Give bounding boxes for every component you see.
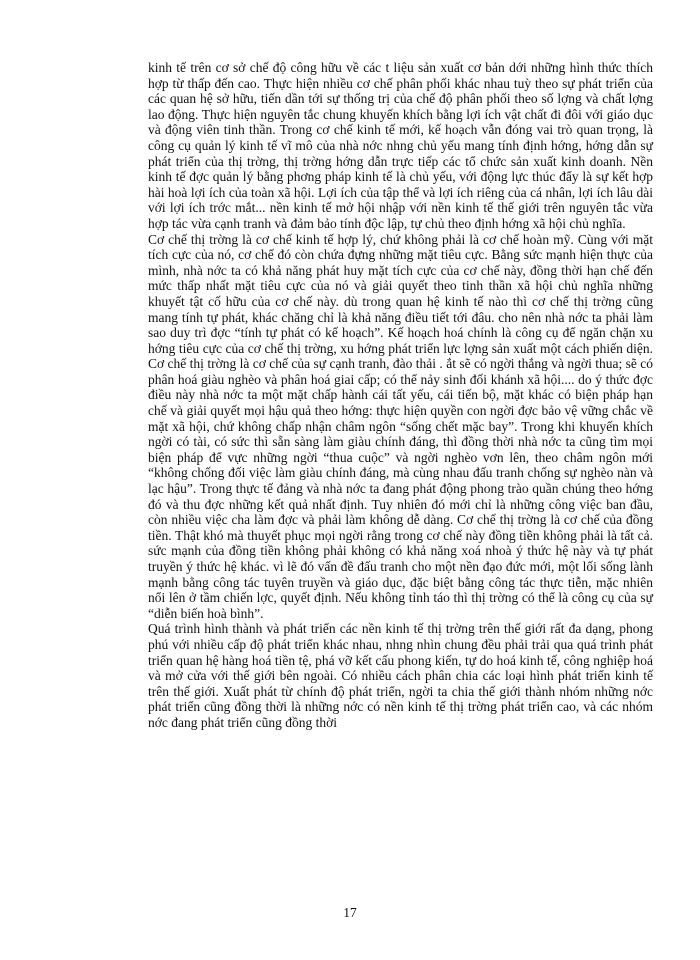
page-number: 17 — [343, 905, 357, 920]
paragraph-2: Cơ chế thị trờng là cơ chế kinh tế hợp lý, chứ không phải là cơ chế hoàn mỹ. Cùng với mặt tích cực của nó, cơ chế đó còn chứa đựng những mặt tiêu cực. Bằng sức mạnh hiện thực của mình, nhà nớc ta có khả năng phát huy mặt tích cực của cơ chế này, đồng thời hạn chế đến mức thấp nhất mặt tiêu cực của nó và giải quyết theo tinh thần xã hội chủ nghĩa những khuyết tật cố hữu của cơ chế này. dù trong quan hệ kinh tế nào thì cơ chế thị trờng cũng mang tính tự phát, khác chăng chỉ là khả năng điều tiết tới đâu. cho nên nhà nớc ta phải làm sao duy trì đợc “tính tự phát có kế hoạch”. Kế hoạch hoá chính là công cụ để ngăn chặn xu hớng tiêu cực của cơ chế thị trờng, xu hớng phát triển lực lợng sản xuất một cách phiến diện. Cơ chế thị trờng là cơ chế của sự cạnh tranh, đào thải . ắt sẽ có ngời thắng và ngời thua; sẽ có phân hoá giàu nghèo và phân hoá giai cấp; có thể nảy sinh đối khánh xã hội.... do ý thức đợc điều này nhà nớc ta một mặt chấp hành cái tất yếu, cái tiến bộ, mặt khác có biện pháp hạn chế và giải quyết mọi hậu quả theo hớng: thực hiện quyền con ngời đợc bảo vệ vững chắc về mặt xã hội, chứ không chấp nhận châm ngôn “sống chết mặc bay”. Trong khi khuyến khích ngời có tài, có sức thì sẵn sàng làm giàu chính đáng, thì đồng thời nhà nớc ta cũng tìm mọi biện pháp để vực những ngời “thua cuộc” và ngời nghèo vơn lên, theo châm ngôn mới “không chống đối việc làm giàu chính đáng, mà cùng nhau đấu tranh chống sự nghèo nàn và lạc hậu”. Trong thực tế đảng và nhà nớc ta đang phát động phong trào quần chúng theo hớng đó và thu đợc những kết quả nhất định. Tuy nhiên đó mới chỉ là những công việc ban đầu, còn nhiều việc cha làm đợc và phải làm không dễ dàng. Cơ chế thị trờng là cơ chế của đồng tiền. Thật khó mà thuyết phục mọi ngời rằng trong cơ chế này đồng tiền không phải là tất cả. sức mạnh của đồng tiền không phải không có khả năng xoá nhoà ý thức hệ này và tự phát truyền ý thức hệ khác. vì lẽ đó vấn đề đấu tranh cho một nền đạo đức mới, một lối sống lành mạnh bằng công tác tuyên truyền và giáo dục, đặc biệt bằng công tác thực tiễn, mặc nhiên nổi lên ở tầm chiến lợc, quyết định. Nếu không tỉnh táo thì thị trờng có thể là công cụ của sự “diễn biến hoà bình”. — [148, 231, 653, 621]
paragraph-3: Quá trình hình thành và phát triển các nền kinh tế thị trờng trên thế giới rất đa dạng, phong phú với nhiều cấp độ phát triển khác nhau, nhng nhìn chung đều phải trải qua quá trình phát triển quan hệ hàng hoá tiền tệ, phá vỡ kết cấu phong kiến, tự do hoá kinh tế, công nghiệp hoá và mở cửa với thế giới bên ngoài. Có nhiều cách phân chia các loại hình phát triển kinh tế trên thế giới. Xuất phát từ chính độ phát triển, ngời ta chia thế giới thành nhóm những nớc phát triển cũng đồng thời là những nớc có nền kinh tế thị trờng phát triển cao, và các nhóm nớc đang phát triển cũng đồng thời — [148, 621, 653, 730]
paragraph-1: kinh tế trên cơ sở chế độ công hữu về các t liệu sản xuất cơ bản dới những hình thức thích hợp từ thấp đến cao. Thực hiện nhiều cơ chế phân phối khác nhau tuỳ theo sự phát triển của các quan hệ sở hữu, tiến dần tới sự thống trị của chế độ phân phối theo số lợng và chất lợng lao động. Thực hiện nguyên tắc chung khuyến khích bằng lợi ích vật chất đi đôi với giáo dục và động viên tinh thần. Trong cơ chế kinh tế mới, kế hoạch vẫn đóng vai trò quan trọng, là công cụ quản lý kinh tế vĩ mô của nhà nớc nhng chủ yếu mang tính định hớng, hớng dẫn sự phát triển của thị trờng, thị trờng hớng dẫn trực tiếp các tổ chức sản xuất kinh doanh. Nền kinh tế đợc quản lý bằng phơng pháp kinh tế là chủ yếu, với động lực thúc đẩy là sự kết hợp hài hoà lợi ích của toàn xã hội. Lợi ích của tập thể và lợi ích riêng của cá nhân, lợi ích lâu dài với lợi ích trớc mắt... nền kinh tế mở hội nhập với nền kinh tế thế giới trên nguyên tắc vừa hợp tác vừa cạnh tranh và đảm bảo tính độc lập, tự chủ theo định hớng xã hội chủ nghĩa. — [148, 60, 653, 231]
document-body — [148, 60, 653, 731]
